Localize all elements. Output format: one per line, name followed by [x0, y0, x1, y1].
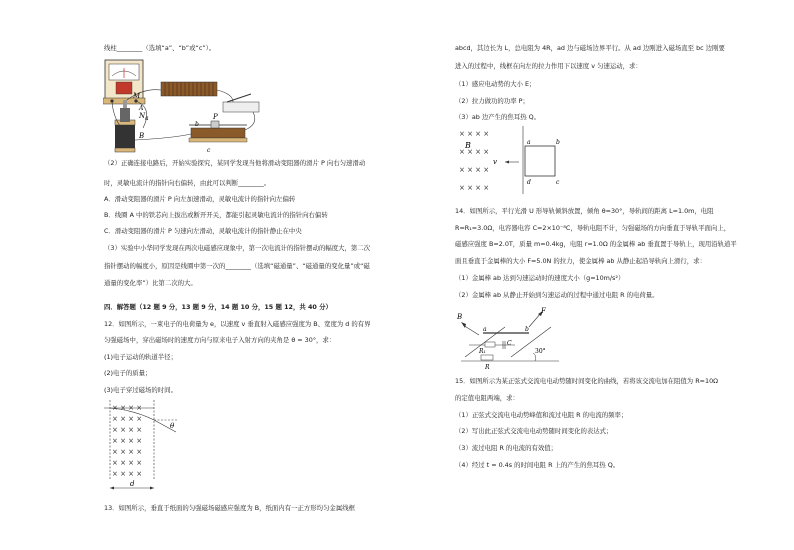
svg-text:× × × ×: × × × × — [112, 448, 143, 456]
label-C: C — [507, 340, 512, 347]
option-c: C．滑动变阻器的滑片 P 匀速向左滑动，灵敏电流计的指针静止在中央 — [104, 227, 302, 235]
label-theta: θ — [170, 422, 175, 430]
q11-part2-b: 时，灵敏电流计的指针向右偏转，由此可以判断________。 — [104, 179, 271, 187]
q14-part1: （1）金属棒 ab 达到匀速运动时的速度大小（g=10m/s²） — [455, 274, 625, 282]
label-R: R — [485, 364, 490, 371]
inclined-rails-figure — [455, 305, 570, 373]
electron-field-figure — [104, 400, 194, 496]
label-P: P — [213, 113, 218, 121]
option-b: B．线圈 A 中的铁芯向上拔出或断开开关，都能引起灵敏电流计的指针向右偏转 — [104, 211, 328, 219]
svg-text:× × × ×: × × × × — [112, 470, 143, 478]
q13-part1: （1）感应电动势的大小 E； — [455, 80, 536, 88]
q14-part2: （2）金属棒 ab 从静止开始到匀速运动的过程中通过电阻 R 的电荷量。 — [455, 291, 659, 299]
q13-stem-cont: abcd，其边长为 L，总电阻为 4R，ad 边与磁场边界平行。从 ad 边刚进入磁场直至 bc 边刚要 — [455, 44, 725, 52]
svg-text:× × × ×: × × × × — [459, 166, 490, 174]
q14-stem-d: 面且垂直于金属棒的大小 F=5.0N 的拉力，使金属棒 ab 从静止起沿导轨向上滑行，求： — [455, 257, 706, 265]
q11-part2: （2）正确连接电路后，开始实验探究，某同学发现当他将滑动变阻器的滑片 P 向右匀速滑动 — [104, 159, 366, 167]
q12-part2: (2)电子的质量； — [104, 369, 152, 377]
label-v: v — [493, 158, 497, 166]
square-frame-figure — [455, 126, 575, 196]
label-m: M — [133, 92, 141, 100]
label-A: A — [139, 105, 144, 112]
q13-stem-cont-b: 进入的过程中，线框在向左的拉力作用下以速度 v 匀速运动，求： — [455, 62, 642, 70]
q15-part2: （2）写出此正弦式交流电电动势随时间变化的表达式； — [455, 427, 613, 435]
label-B-field: B — [465, 141, 471, 150]
q11-part3-c: 通量的变化率”）比第二次的大。 — [104, 279, 197, 287]
label-a-rod: a — [483, 326, 487, 333]
svg-text:× × × ×: × × × × — [112, 404, 143, 412]
svg-text:× × × ×: × × × × — [112, 459, 143, 467]
svg-text:× × × ×: × × × × — [112, 415, 143, 423]
q15-part4: （4）经过 t = 0.4s 的时间电阻 R 上的产生的焦耳热 Q。 — [455, 461, 620, 469]
label-F: F — [541, 307, 546, 315]
q11-blank-line: 线柱________（选填“a”、“b”或“c”）。 — [104, 44, 216, 52]
svg-text:× × × ×: × × × × — [459, 130, 490, 138]
label-width-d: d — [130, 480, 135, 488]
q15-stem-b: 的定值电阻两端，求： — [455, 394, 519, 402]
label-angle: 30° — [535, 348, 546, 355]
label-d-corner: d — [527, 179, 531, 186]
q11-part3: （3）实验中小华同学发现在两次电磁感应现象中，第一次电流计的指针摆动的幅度大，第二次 — [104, 244, 371, 252]
option-a: A．滑动变阻器的滑片 P 向左加速滑动，灵敏电流计的指针向左偏转 — [104, 195, 296, 203]
induction-apparatus-figure — [103, 58, 273, 158]
q14-stem-b: R=R₁=3.0Ω，电容器电容 C=2×10⁻⁸C，导轨电阻不计，匀强磁场的方向垂直于导轨平面向上， — [455, 224, 731, 232]
label-c-corner: c — [556, 179, 560, 186]
section-heading: 四．解答题（12 题 9 分，13 题 9 分，14 题 10 分，15 题 12，共 40 分） — [104, 303, 332, 311]
label-B: B — [139, 132, 145, 140]
svg-text:× × × ×: × × × × — [459, 148, 490, 156]
q15-stem: 15．如图所示为某正弦式交流电电动势随时间变化的曲线，若将该交流电加在阻值为 R=10Ω — [455, 377, 719, 385]
q14-stem-c: 磁感应强度 B=2.0T，质量 m=0.4kg，电阻 r=1.0Ω 的金属棒 ab 垂直置于导轨上，现用沿轨道平 — [455, 240, 737, 248]
label-a: a — [145, 115, 149, 122]
label-b-corner: b — [556, 139, 560, 146]
q13-part3: （3）ab 边产生的焦耳热 Q。 — [455, 113, 541, 121]
svg-text:× × × ×: × × × × — [459, 184, 490, 192]
svg-text:× × × ×: × × × × — [112, 437, 143, 445]
q12-stem: 12．如图所示，一束电子的电荷量为 e，以速度 v 垂直射入磁感应强度为 B、宽度为 d 的有界 — [104, 320, 371, 328]
q12-part1: (1)电子运动的轨道半径； — [104, 353, 177, 361]
q15-part3: （3）流过电阻 R 的电流的有效值； — [455, 444, 558, 452]
label-c: c — [207, 147, 211, 154]
q14-stem: 14．如图所示，平行光滑 U 形导轨倾斜放置，倾角 θ=30°，导轨间的距离 L=1.0m，电阻 — [455, 207, 714, 215]
q13-part2: （2）拉力做功的功率 P； — [455, 97, 529, 105]
svg-text:× × × ×: × × × × — [112, 426, 143, 434]
label-a-corner: a — [527, 139, 531, 146]
label-b-rod: b — [525, 326, 529, 333]
q15-part1: （1）正弦式交流电电动势峰值和流过电阻 R 的电流的频率； — [455, 411, 628, 419]
label-b: b — [195, 121, 199, 128]
q12-stem-b: 匀强磁场中，穿出磁场时的速度方向与原来电子入射方向的夹角是 θ = 30°，求： — [104, 336, 336, 344]
q11-part3-b: 指针摆动的幅度小，原因是线圈中第一次的________（选填“磁通量”、“磁通量的变化量”或“磁 — [104, 262, 370, 270]
label-R1: R₁ — [479, 348, 486, 355]
label-B-rail: B — [457, 313, 463, 321]
q12-part3: (3)电子穿过磁场的时间。 — [104, 386, 177, 394]
q13-stem: 13．如图所示，垂直于纸面的匀强磁场磁感应强度为 B，纸面内有一正方形均匀金属线框 — [104, 504, 355, 512]
label-n: N — [139, 112, 146, 120]
